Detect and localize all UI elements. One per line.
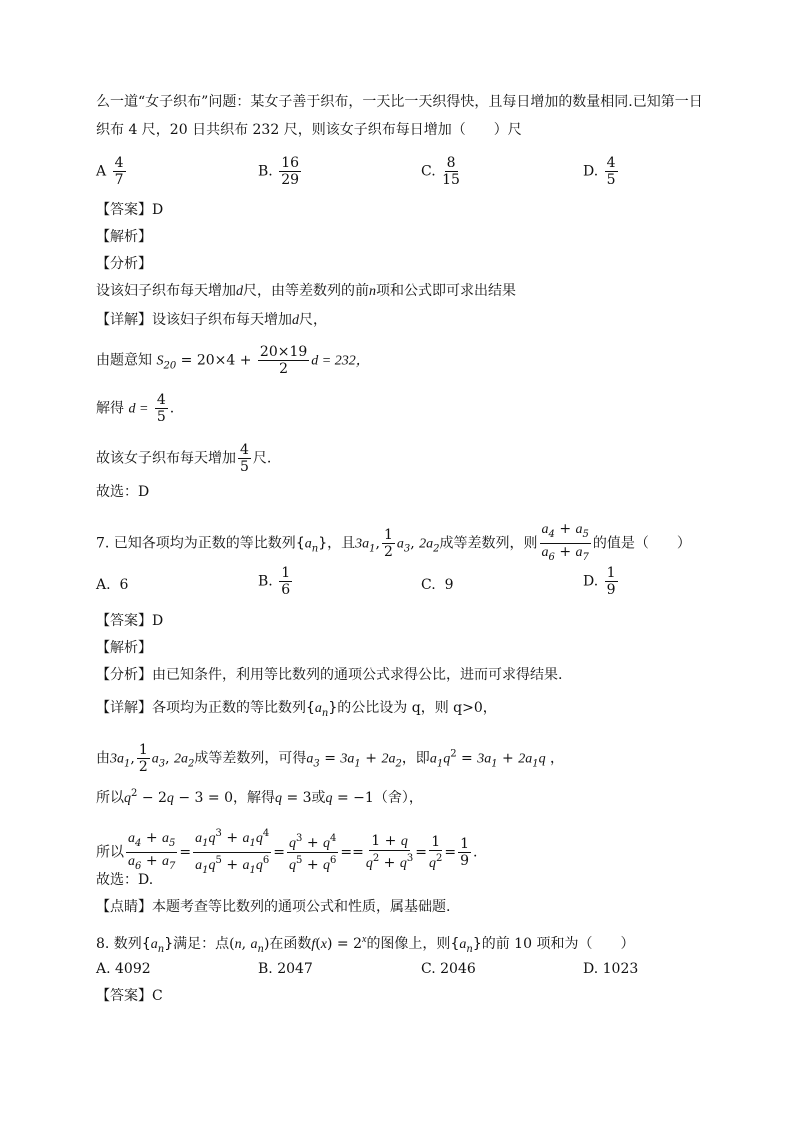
fraction: $\frac{4}{5}$ [240, 442, 249, 475]
fraction: $\frac{1}{2}$ [138, 742, 148, 775]
q6-solution-d: 解得 d = $\frac{4}{5}$ . [96, 392, 175, 425]
q6-xiangjie: 【详解】设该妇子织布每天增加d尺， [96, 312, 327, 328]
fraction: $\frac{4}{5}$ [156, 392, 166, 425]
q7-dianjing: 【点睛】本题考查等比数列的通项公式和性质，属基础题. [96, 899, 451, 915]
q6-choice: 故选：D [96, 484, 150, 500]
q6-option-a: A $\frac{4}{7}$ [96, 155, 124, 188]
fraction: $\frac{q^3 + q^4}{q^5 + q^6}$ [289, 833, 337, 873]
fraction: $\frac{1}{q^2}$ [428, 833, 443, 871]
q7-derivation-3: 所以 $\frac{a_4 + a_5}{a_6 + a_7}$ = $\frac{a_1q^3 + a_1q^4}{a_1q^5 + a_1q^6}$ = $\frac{q^3 + q^4}{q^5 + q^6}$ == $\frac{1 + q}{q^2 + q^3}$ = $\frac{1}{q^2}$ = $\frac{1}{9}$ . [96, 826, 477, 879]
fraction: $\frac{16}{29}$ [281, 155, 300, 188]
q7-xiangjie: 【详解】各项均为正数的等比数列$\{a_n\}$的公比设为 q，则 q>0， [96, 700, 497, 719]
q7-option-a: A. 6 [96, 577, 129, 593]
q6-fenxi-text: 设该妇子织布每天增加d尺，由等差数列的前n项和公式即可求出结果 [96, 283, 516, 299]
q8-option-c: C. 2046 [421, 961, 476, 977]
q6-equation-sum: 由题意知 $S_{20} = 20\times 4$ + $\frac{20\times 19}{2}$ d = 232， [96, 344, 370, 377]
q6-stem-line2: 织布 4 尺，20 日共织布 232 尺，则该女子织布每日增加（ ）尺 [96, 122, 522, 138]
fraction: $\frac{8}{15}$ [442, 155, 460, 188]
q8-stem: 8. 数列$\{a_n\}$满足：点(n, $a_n$)在函数$f(x) = 2^x$的图像上，则$\{a_n\}$的前 10 项和为（ ） [96, 934, 635, 955]
q6-stem-line1: 么一道“女子织布”问题：某女子善于织布，一天比一天织得快，且每日增加的数量相同.已知第一日 [96, 94, 703, 110]
q8-option-d: D. 1023 [583, 961, 639, 977]
q7-option-d: D. $\frac{1}{9}$ [583, 565, 616, 598]
fraction: $\frac{1 + q}{q^2 + q^3}$ [365, 833, 414, 871]
fraction: $\frac{a_4 + a_5}{a_6 + a_7}$ [541, 521, 589, 563]
q6-conclusion: 故该女子织布每天增加 $\frac{4}{5}$ 尺. [96, 442, 272, 475]
q7-option-c: C. 9 [421, 577, 454, 593]
q7-derivation-1: 由$3a_1$, $\frac{1}{2}$ $a_3$, $2a_2$成等差数列，可得$a_3 = 3a_1 + 2a_2$，即$a_1q^2 = 3a_1 + 2a_1q$ ， [96, 742, 565, 775]
fraction: $\frac{a_1q^3 + a_1q^4}{a_1q^5 + a_1q^6}$ [195, 828, 270, 876]
q8-option-b: B. 2047 [258, 961, 313, 977]
fraction: $\frac{1}{9}$ [460, 836, 470, 869]
fraction: $\frac{20\times 19}{2}$ [259, 344, 308, 377]
fraction: $\frac{4}{5}$ [606, 155, 616, 188]
q7-fenxi: 【分析】由已知条件，利用等比数列的通项公式求得公比，进而可求得结果. [96, 667, 563, 683]
q8-answer: 【答案】C [96, 988, 163, 1004]
q6-option-c: C. $\frac{8}{15}$ [421, 155, 460, 188]
fraction: $\frac{1}{6}$ [281, 565, 291, 598]
q7-derivation-2: 所以$q^2 - 2q - 3 = 0$，解得q = 3或q = −1（舍）， [96, 788, 423, 806]
q7-stem: 7. 已知各项均为正数的等比数列$\{a_n\}$，且$3a_1$, $\frac{1}{2}$ $a_3$, $2a_2$成等差数列，则 $\frac{a_4 + a_5}{a_6 + a_7}$ 的值是（ ） [96, 521, 691, 566]
fraction: $\frac{4}{7}$ [114, 155, 124, 188]
q7-answer: 【答案】D [96, 613, 164, 629]
q6-fenxi-heading: 【分析】 [96, 256, 152, 272]
q6-answer: 【答案】D [96, 202, 164, 218]
q6-option-b: B. $\frac{16}{29}$ [258, 155, 300, 188]
q6-jiexi-heading: 【解析】 [96, 229, 152, 245]
fraction: $\frac{a_4 + a_5}{a_6 + a_7}$ [128, 830, 176, 872]
q7-choice: 故选：D. [96, 872, 154, 888]
q7-option-b: B. $\frac{1}{6}$ [258, 565, 291, 598]
q8-option-a: A. 4092 [96, 961, 151, 977]
q7-jiexi-heading: 【解析】 [96, 640, 152, 656]
fraction: $\frac{1}{2}$ [383, 527, 393, 560]
q6-option-d: D. $\frac{4}{5}$ [583, 155, 616, 188]
fraction: $\frac{1}{9}$ [606, 565, 616, 598]
